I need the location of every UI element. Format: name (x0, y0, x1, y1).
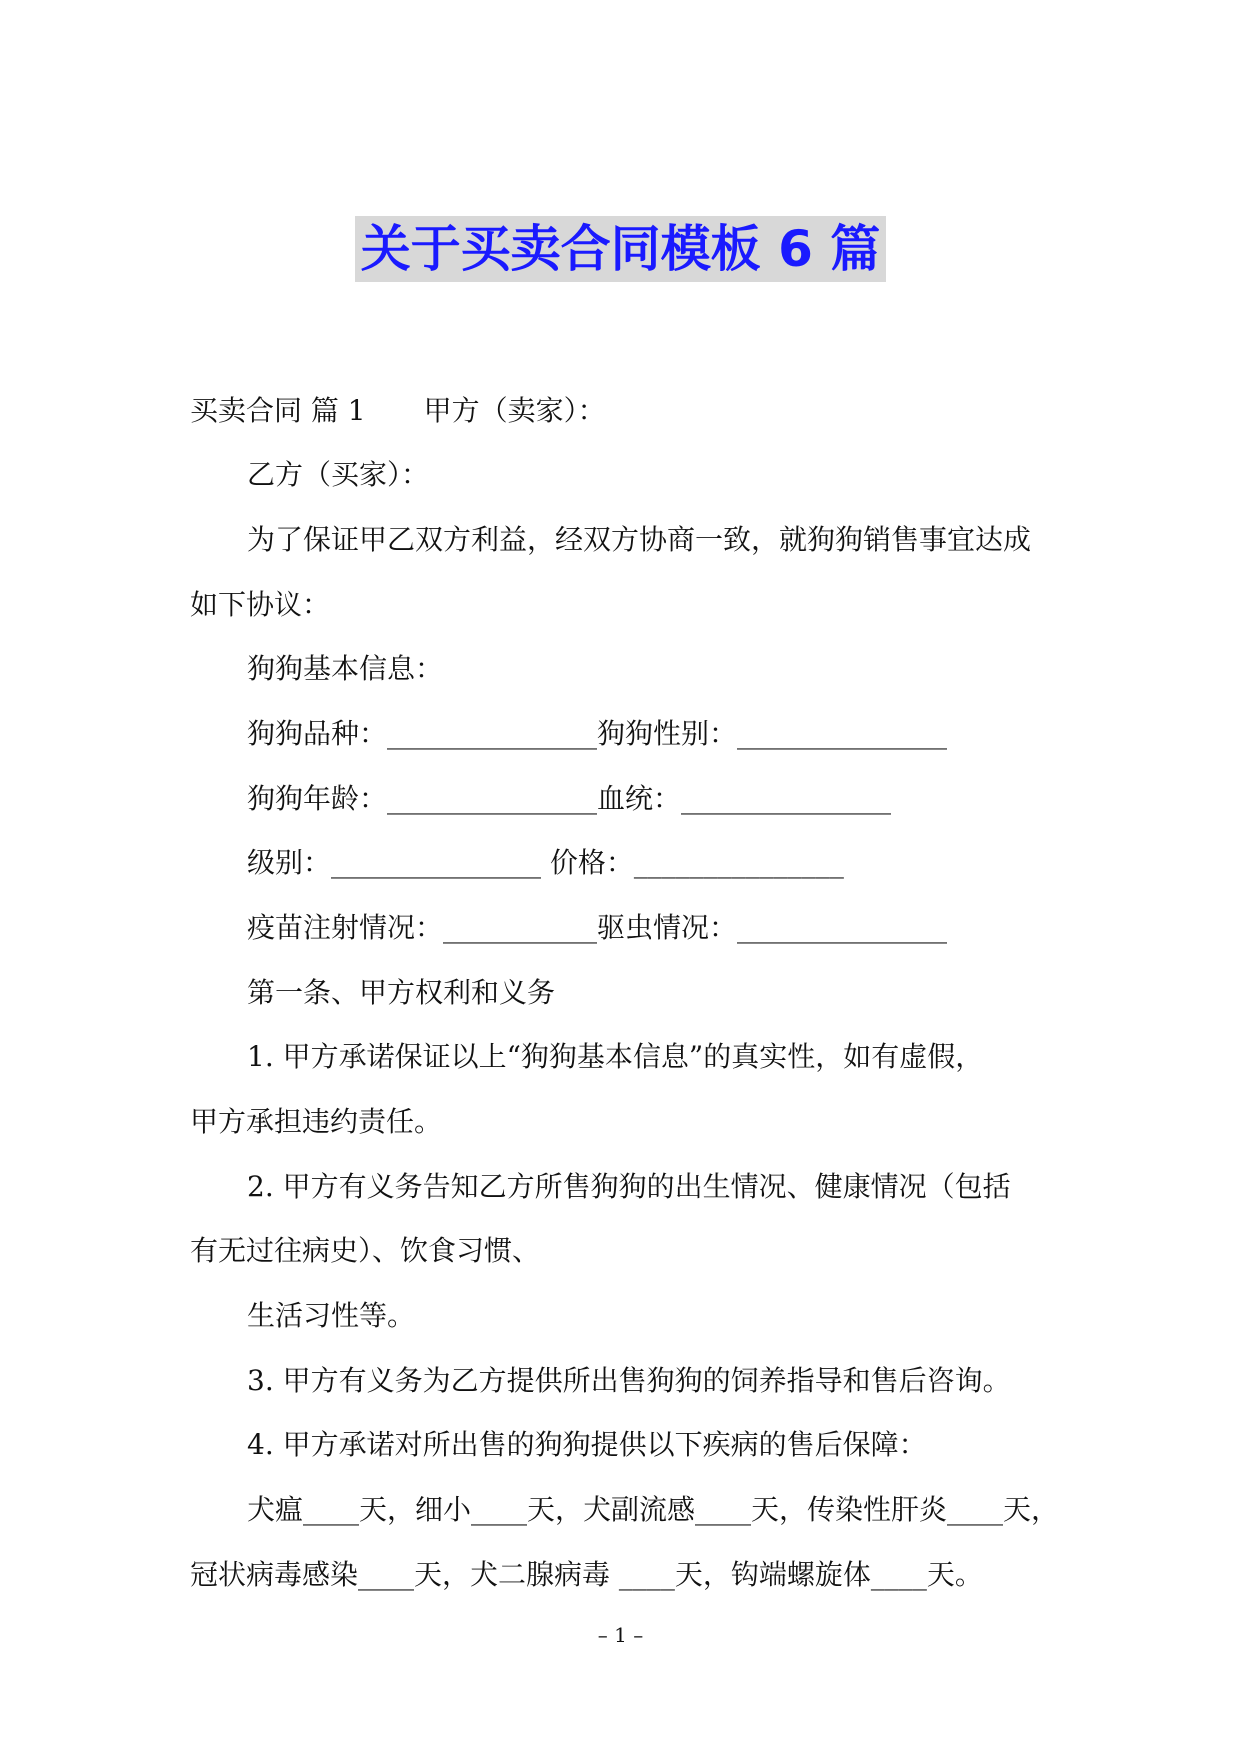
paragraph-intro: 为了保证甲乙双方利益，经双方协商一致，就狗狗销售事宜达成 (247, 523, 1032, 556)
clause-4: 4. 甲方承诺对所出售的狗狗提供以下疾病的售后保障： (247, 1428, 927, 1461)
page-number: – 1 – (597, 1623, 644, 1647)
clause-2-cont-2: 生活习性等。 (247, 1299, 416, 1332)
dog-info-heading: 狗狗基本信息： (247, 652, 444, 685)
clause-2: 2. 甲方有义务告知乙方所售狗狗的出生情况、健康情况（包括 (247, 1170, 1011, 1203)
document-title: 关于买卖合同模板 6 篇 (355, 216, 887, 282)
disease-guarantee-line: 犬瘟____天，细小____天，犬副流感____天，传染性肝炎____天， (247, 1493, 1060, 1526)
article-one-heading: 第一条、甲方权利和义务 (247, 976, 556, 1009)
clause-1-cont: 甲方承担违约责任。 (190, 1105, 443, 1138)
clause-1: 1. 甲方承诺保证以上“狗狗基本信息”的真实性，如有虚假， (247, 1040, 984, 1073)
disease-guarantee-line-cont: 冠状病毒感染____天，犬二腺病毒 ____天，钩端螺旋体____天。 (190, 1558, 983, 1591)
party-a-label: 甲方（卖家）： (423, 394, 606, 427)
dog-age-lineage-line: 狗狗年龄：_______________血统：_______________ (247, 782, 892, 815)
dog-grade-price-line: 级别：_______________ 价格：_______________ (247, 846, 844, 879)
vaccine-deworm-line: 疫苗注射情况：___________驱虫情况：_______________ (247, 911, 948, 944)
contract-section-label: 买卖合同 篇 1 (190, 394, 366, 427)
clause-3: 3. 甲方有义务为乙方提供所出售狗狗的饲养指导和售后咨询。 (247, 1364, 1011, 1397)
contract-heading-line (190, 391, 606, 431)
paragraph-intro-cont: 如下协议： (190, 588, 331, 621)
dog-breed-gender-line: 狗狗品种：_______________狗狗性别：_______________ (247, 717, 948, 750)
clause-2-cont: 有无过往病史）、饮食习惯、 (190, 1234, 541, 1267)
title-container (0, 216, 1241, 282)
party-b-label: 乙方（买家）： (247, 458, 430, 491)
